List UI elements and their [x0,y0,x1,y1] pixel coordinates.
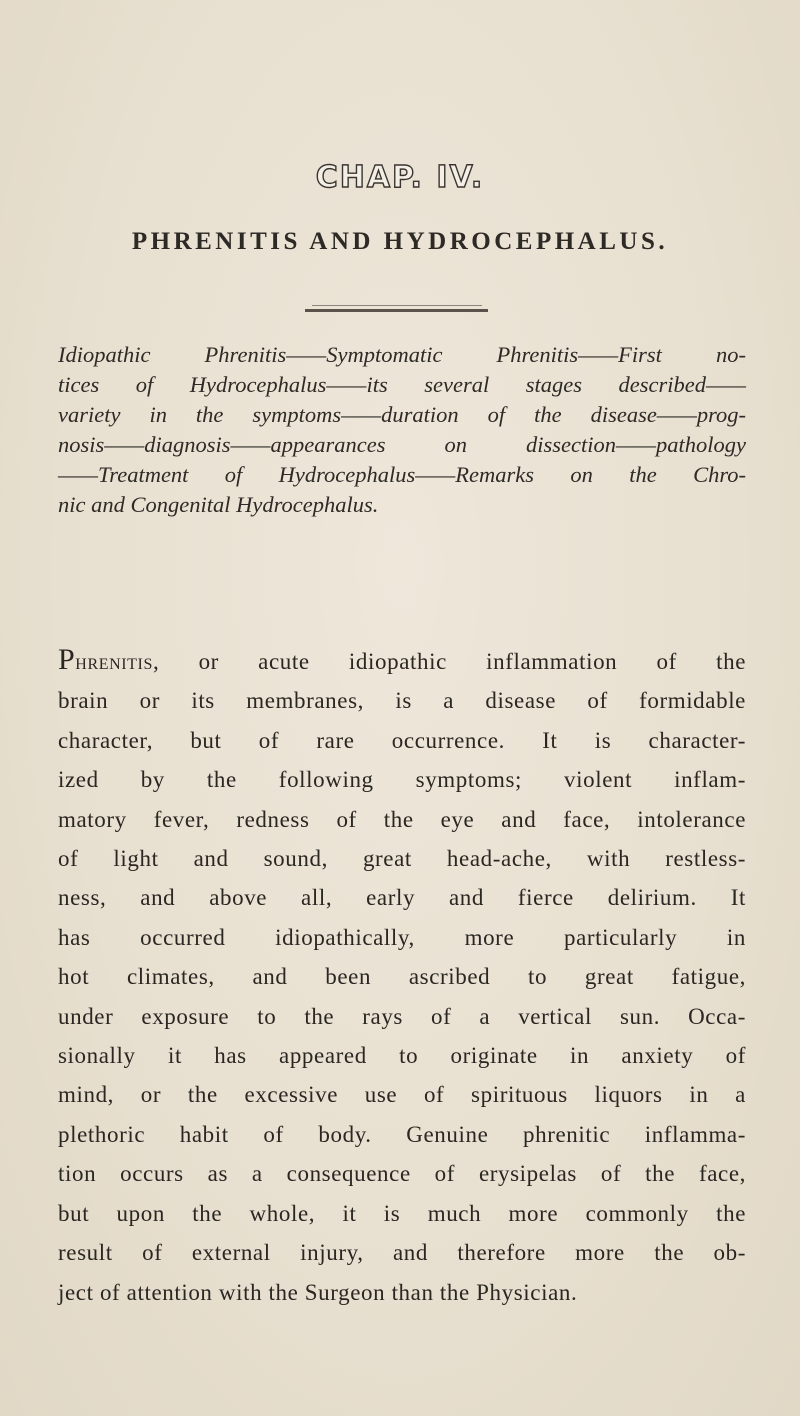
body-line: ness, and above all, early and fierce delirium. It [58,885,746,911]
body-line: mind, or the excessive use of spirituous liquors in a [58,1082,746,1108]
title-rule [305,309,488,312]
body-line: brain or its membranes, is a disease of formidable [58,688,746,714]
title-rule-thin [312,305,482,306]
body-line: but upon the whole, it is much more commonly the [58,1200,746,1226]
chapter-title: PHRENITIS AND HYDROCEPHALUS. [131,228,669,255]
chapter-summary [58,340,746,520]
summary-line: nosis——diagnosis——appearances on dissection——pathology [58,432,746,457]
body-line: plethoric habit of body. Genuine phrenitic inflamma- [58,1121,746,1147]
drop-cap: P [58,643,76,676]
summary-line: tices of Hydrocephalus——its several stages described—— [58,372,746,397]
body-line: has occurred idiopathically, more particularly in [58,924,746,950]
body-line: result of external injury, and therefore more the ob- [58,1240,746,1266]
first-word: hrenitis, [75,649,160,674]
body-line: ized by the following symptoms; violent inflam- [58,767,746,793]
body-line: character, but of rare occurrence. It is character- [58,727,746,753]
body-line: sionally it has appeared to originate in anxiety of [58,1043,746,1069]
body-line: matory fever, redness of the eye and face, intolerance [58,806,746,832]
chapter-heading: CHAP. IV. [315,160,485,195]
first-line-text: or acute idiopathic inflammation of the [159,649,746,674]
summary-line: nic and Congenital Hydrocephalus. [58,492,379,517]
summary-line: ——Treatment of Hydrocephalus——Remarks on the Chro- [58,462,746,487]
summary-line: variety in the symptoms——duration of the disease——prog- [58,402,746,427]
body-line: of light and sound, great head-ache, with restless- [58,846,746,872]
body-line: hot climates, and been ascribed to great fatigue, [58,964,746,990]
body-paragraph [58,640,746,1312]
body-line: under exposure to the rays of a vertical sun. Occa- [58,1003,746,1029]
summary-line: Idiopathic Phrenitis——Symptomatic Phrenitis——First no- [58,342,746,367]
body-line: ject of attention with the Surgeon than the Physician. [58,1279,578,1305]
body-first-line [58,640,746,681]
body-line: tion occurs as a consequence of erysipelas of the face, [58,1161,746,1187]
